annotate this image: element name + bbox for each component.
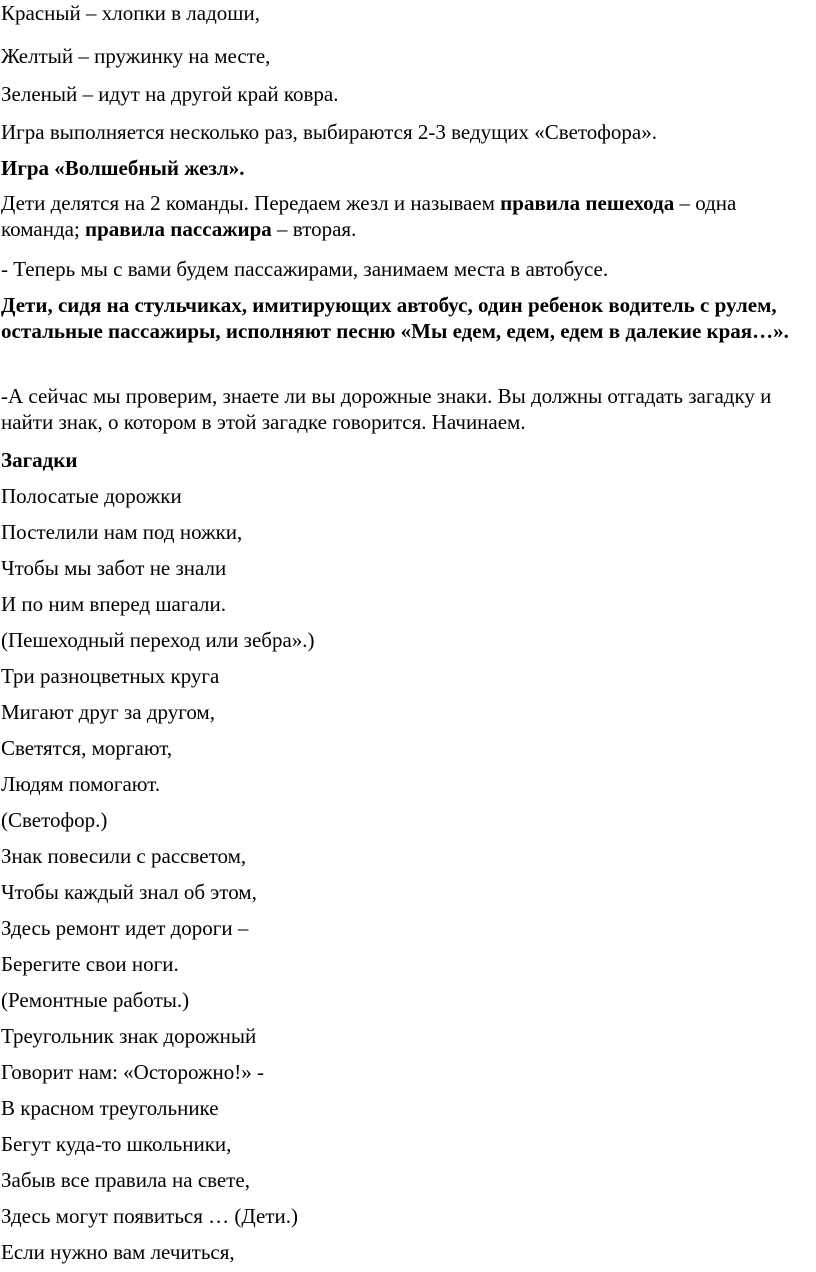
riddle-line: Говорит нам: «Осторожно!» - xyxy=(1,1060,265,1084)
bold-paragraph xyxy=(1,292,806,344)
riddle-line: Чтобы мы забот не знали xyxy=(1,556,227,580)
text-line: Желтый – пружинку на месте, xyxy=(1,44,271,68)
riddle-line: И по ним вперед шагали. xyxy=(1,592,226,616)
text-line: Игра выполняется несколько раз, выбираются 2-3 ведущих «Светофора». xyxy=(1,120,657,144)
paragraph-signs: -А сейчас мы проверим, знаете ли вы дорожные знаки. Вы должны отгадать загадку и найти знак, о котором в этой загадке говорится. Начинаем. xyxy=(1,384,772,434)
section-heading xyxy=(1,155,244,181)
game-title: Игра «Волшебный жезл». xyxy=(1,156,245,180)
section-heading xyxy=(1,447,77,473)
text-line: - Теперь мы с вами будем пассажирами, занимаем места в автобусе. xyxy=(1,257,609,281)
bold-term: правила пассажира xyxy=(85,217,272,241)
paragraph-teams xyxy=(1,190,806,242)
riddle-line: Мигают друг за другом, xyxy=(1,700,215,724)
riddle-line: Светятся, моргают, xyxy=(1,736,173,760)
riddle-line: Чтобы каждый знал об этом, xyxy=(1,880,257,904)
riddle-line: Постелили нам под ножки, xyxy=(1,520,243,544)
text-line: Зеленый – идут на другой край ковра. xyxy=(1,82,339,106)
riddle-line: Если нужно вам лечиться, xyxy=(1,1240,235,1264)
riddle-line: Берегите свои ноги. xyxy=(1,952,179,976)
riddle-answer: (Пешеходный переход или зебра».) xyxy=(1,628,315,652)
text-run: – вторая. xyxy=(271,217,357,241)
riddle-line: Здесь ремонт идет дороги – xyxy=(1,916,249,940)
riddle-line: В красном треугольнике xyxy=(1,1096,219,1120)
riddle-line: Три разноцветных круга xyxy=(1,664,220,688)
riddle-line: Бегут куда-то школьники, xyxy=(1,1132,232,1156)
riddle-line: Забыв все правила на свете, xyxy=(1,1168,250,1192)
bold-term: правила пешехода xyxy=(500,191,675,215)
riddle-line: Полосатые дорожки xyxy=(1,484,182,508)
riddle-line: Людям помогают. xyxy=(1,772,161,796)
riddle-line: Треугольник знак дорожный xyxy=(1,1024,257,1048)
text-run: Дети делятся на 2 команды. Передаем жезл и называем xyxy=(1,191,501,215)
text-line: Красный – хлопки в ладоши, xyxy=(1,1,260,25)
riddle-line: Знак повесили с рассветом, xyxy=(1,844,247,868)
riddle-answer: (Ремонтные работы.) xyxy=(1,988,190,1012)
text-run: – одна команда; xyxy=(1,191,737,241)
riddle-line: Здесь могут появиться … (Дети.) xyxy=(1,1204,298,1228)
riddles-title: Загадки xyxy=(1,448,78,472)
bold-text: Дети, сидя на стульчиках, имитирующих автобус, один ребенок водитель с рулем, остальные пассажиры, исполняют песню «Мы едем, едем, едем в далекие края…». xyxy=(1,293,789,343)
riddle-answer: (Светофор.) xyxy=(1,808,108,832)
